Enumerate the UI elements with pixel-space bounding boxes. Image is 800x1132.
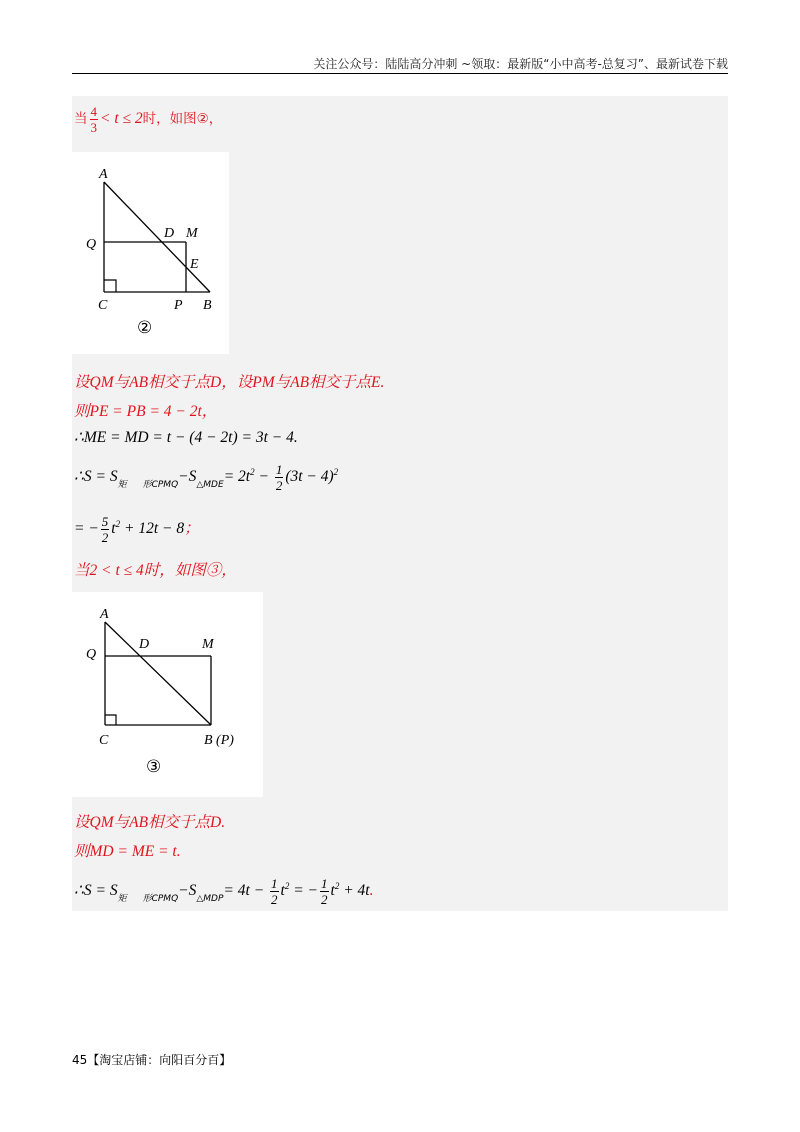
subscript-mdp: △MDP — [196, 894, 224, 905]
exponent: 2 — [115, 518, 121, 529]
s-eq2: = − — [289, 882, 319, 900]
label-C: C — [98, 298, 108, 313]
case2-result — [74, 514, 200, 545]
figure-3 — [72, 592, 263, 797]
case3-md-me: 则MD = ME = t. — [74, 843, 181, 860]
case2-setup: 设QM与AB相交于点D，设PM与AB相交于点E. — [74, 374, 385, 391]
fraction-numerator: 5 — [101, 514, 109, 529]
label-B: B — [203, 298, 212, 313]
case2-suffix: 时，如图②， — [142, 111, 223, 128]
fraction-denominator: 2 — [271, 892, 278, 907]
case3-heading: 当2 < t ≤ 4时，如图③， — [74, 562, 237, 579]
fraction-denominator: 2 — [275, 478, 283, 493]
figure-2 — [72, 152, 229, 354]
case2-pe-pb: 则PE = PB = 4 − 2t， — [74, 403, 218, 420]
subscript-rect: 矩 — [117, 894, 127, 905]
fraction-denominator: 2 — [321, 892, 328, 907]
r-rest: + 12t − 8 — [120, 520, 185, 538]
fraction-denominator: 3 — [90, 120, 97, 135]
s-prefix: ∴S = S — [74, 882, 118, 900]
exponent: 2 — [333, 466, 339, 477]
figure-2-caption: ② — [137, 318, 153, 338]
s-eq: = 4t − — [223, 882, 269, 900]
subscript-cpmq: 形CPMQ — [142, 480, 179, 491]
case3-setup: 设QM与AB相交于点D. — [74, 814, 226, 831]
label-C: C — [99, 733, 109, 748]
s-eq: = 2t — [223, 468, 251, 486]
figure-3-caption: ③ — [146, 757, 162, 777]
t-var: t — [330, 882, 335, 900]
t-var: t — [280, 882, 285, 900]
fraction-denominator: 2 — [101, 530, 109, 545]
fraction-half-2 — [320, 876, 329, 907]
label-A: A — [100, 607, 109, 622]
label-Q: Q — [86, 237, 97, 252]
paren-expr: (3t − 4) — [285, 468, 334, 486]
label-M: M — [186, 226, 198, 241]
exponent: 2 — [334, 880, 340, 891]
subscript-rect: 矩 — [117, 480, 127, 491]
label-A: A — [99, 167, 108, 182]
label-D: D — [139, 637, 150, 652]
label-B-P: B (P) — [204, 733, 234, 748]
fraction-numerator: 4 — [90, 104, 97, 119]
case2-heading — [74, 104, 222, 135]
fraction-half — [275, 462, 284, 493]
case2-prefix: 当 — [74, 111, 88, 128]
fraction-five-halves — [101, 514, 110, 545]
fraction-half-1 — [270, 876, 279, 907]
case2-area-formula — [74, 462, 338, 493]
case2-me-md: ∴ME = MD = t − (4 − 2t) = 3t − 4. — [74, 429, 298, 446]
fraction-numerator: 1 — [271, 876, 278, 891]
fraction-numerator: 1 — [275, 462, 283, 477]
label-E: E — [190, 257, 199, 272]
s-minus: −S — [178, 882, 197, 900]
label-P: P — [174, 298, 183, 313]
s-minus: −S — [178, 468, 197, 486]
label-D: D — [164, 226, 175, 241]
subscript-mde: △MDE — [196, 480, 224, 491]
s-rest: + 4t — [339, 882, 370, 900]
page-footer: 45【淘宝店铺：向阳百分百】 — [72, 1053, 232, 1067]
label-M: M — [202, 637, 214, 652]
case2-inequality: < t ≤ 2 — [100, 110, 143, 128]
case2-fraction — [90, 104, 99, 135]
subscript-cpmq: 形CPMQ — [142, 894, 179, 905]
s-end: . — [369, 882, 374, 900]
page-header: 关注公众号：陆陆高分冲刺 ~领取：最新版“小中高考-总复习”、最新试卷下载 — [313, 57, 728, 71]
r-t: t — [111, 520, 116, 538]
r-prefix: = − — [74, 520, 99, 538]
solution-panel — [72, 96, 728, 911]
header-divider — [72, 73, 728, 74]
label-Q: Q — [86, 647, 97, 662]
exponent: 2 — [284, 880, 290, 891]
minus: − — [254, 468, 273, 486]
case3-area-formula — [74, 876, 373, 907]
r-end: ； — [184, 520, 200, 538]
exponent: 2 — [250, 466, 255, 477]
fraction-numerator: 1 — [321, 876, 328, 891]
s-prefix: ∴S = S — [74, 468, 118, 486]
